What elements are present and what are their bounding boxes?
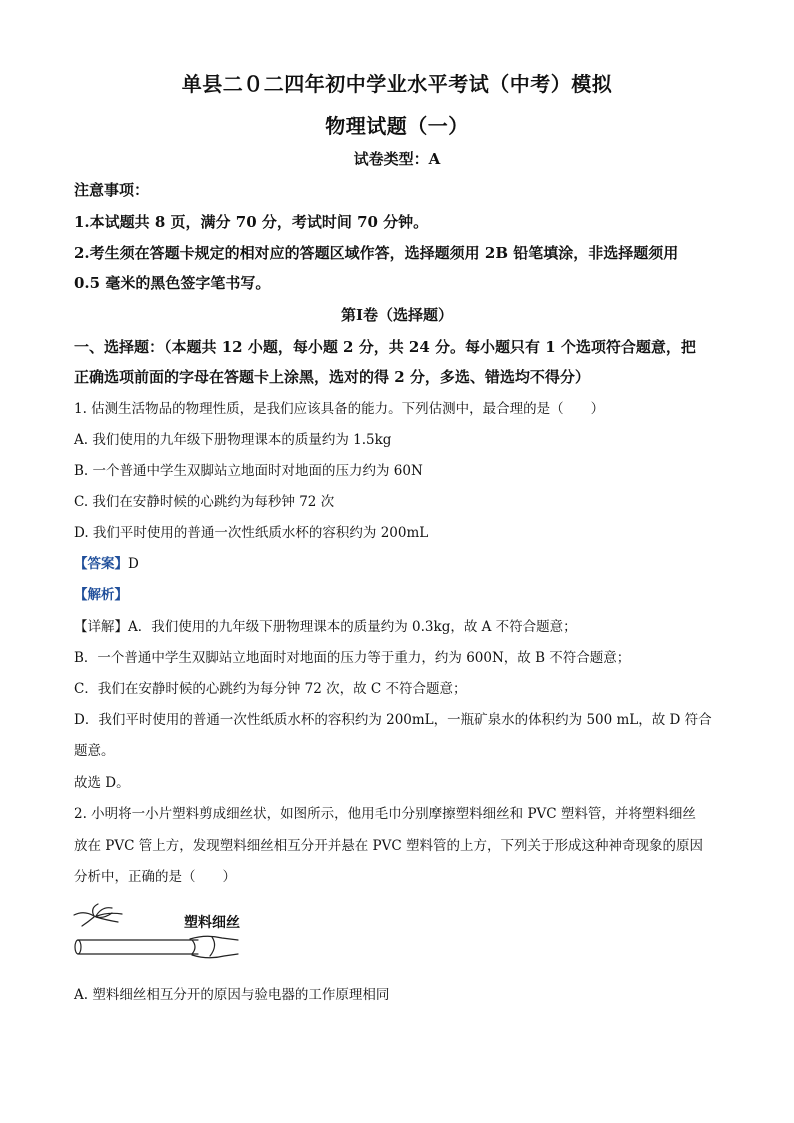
q2-stem-line-1: 2. 小明将一小片塑料剪成细丝状，如图所示，他用毛巾分别摩擦塑料细丝和 PVC 塑料管，并将塑料细丝 (74, 806, 696, 822)
notice-item-2-line-2: 0.5 毫米的黑色签字笔书写。 (74, 274, 271, 292)
q1-option-c: C. 我们在安静时候的心跳约为每秒钟 72 次 (74, 494, 335, 510)
q2-figure (72, 900, 242, 970)
paper-type: 试卷类型：A (353, 150, 441, 168)
plastic-strands-pvc-pipe-illustration (72, 900, 242, 970)
q2-option-a: A. 塑料细丝相互分开的原因与验电器的工作原理相同 (74, 987, 390, 1003)
q1-detail-row-3: C．我们在安静时候的心跳约为每分钟 72 次，故 C 不符合题意； (74, 681, 467, 697)
exam-subtitle: 物理试题（一） (325, 114, 469, 138)
q2-stem-line-2: 放在 PVC 管上方，发现塑料细丝相互分开并悬在 PVC 塑料管的上方，下列关于形成这种神奇现象的原因 (74, 838, 703, 854)
answer-value: D (128, 556, 139, 572)
detail-line: A．我们使用的九年级下册物理课本的质量约为 0.3kg，故 A 不符合题意； (128, 619, 577, 635)
detail-tag: 【详解】 (74, 619, 128, 635)
part-title-line-1: 一、选择题：（本题共 12 小题，每小题 2 分，共 24 分。每小题只有 1 个选项符合题意，把 (74, 338, 696, 356)
exam-title: 单县二０二四年初中学业水平考试（中考）模拟 (181, 72, 613, 96)
q1-option-b: B. 一个普通中学生双脚站立地面时对地面的压力约为 60N (74, 463, 423, 479)
q1-option-a: A. 我们使用的九年级下册物理课本的质量约为 1.5kg (74, 432, 392, 448)
q1-detail-row-4: D．我们平时使用的普通一次性纸质水杯的容积约为 200mL，一瓶矿泉水的体积约为 500 mL，故 D 符合 (74, 712, 712, 728)
answer-tag: 【答案】 (74, 556, 128, 572)
q1-conclusion: 故选 D。 (74, 775, 130, 791)
q1-detail-row-2: B．一个普通中学生双脚站立地面时对地面的压力等于重力，约为 600N，故 B 不符合题意； (74, 650, 631, 666)
notice-item-1: 1.本试题共 8 页，满分 70 分，考试时间 70 分钟。 (74, 213, 429, 231)
volume-title: 第Ⅰ卷（选择题） (340, 306, 454, 324)
q1-option-d: D. 我们平时使用的普通一次性纸质水杯的容积约为 200mL (74, 525, 429, 541)
notice-item-2-line-1: 2.考生须在答题卡规定的相对应的答题区域作答，选择题须用 2B 铅笔填涂，非选择题须用 (74, 244, 679, 262)
notice-heading: 注意事项： (74, 181, 150, 199)
q1-answer-row (74, 554, 724, 574)
part-title-line-2: 正确选项前面的字母在答题卡上涂黑，选对的得 2 分，多选、错选均不得分） (74, 368, 590, 386)
figure-label: 塑料细丝 (184, 915, 240, 931)
q1-stem: 1. 估测生活物品的物理性质，是我们应该具备的能力。下列估测中，最合理的是（ ） (74, 401, 605, 417)
q2-stem-line-3: 分析中，正确的是（ ） (74, 869, 236, 885)
analysis-tag: 【解析】 (74, 587, 128, 603)
q1-detail-row-1 (74, 617, 724, 637)
q1-detail-row-5: 题意。 (74, 743, 115, 759)
q1-analysis-row (74, 585, 724, 605)
